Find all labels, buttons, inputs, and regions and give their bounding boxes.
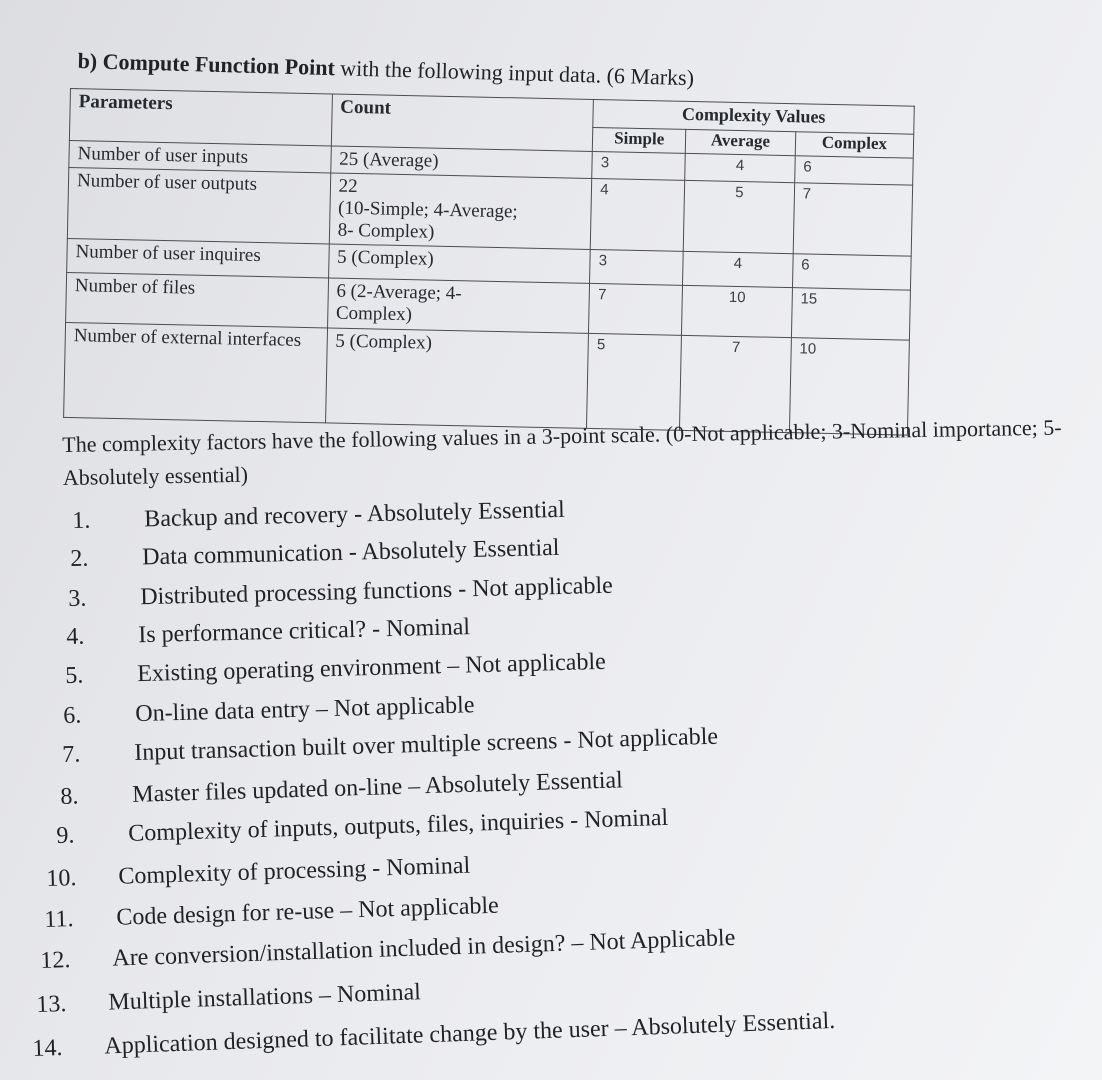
average-header: Average bbox=[685, 129, 795, 155]
parameter-cell: Number of files bbox=[66, 272, 329, 327]
factor-number: 3. bbox=[68, 585, 87, 612]
simple-value: 3 bbox=[590, 249, 684, 285]
list-item bbox=[44, 893, 499, 934]
list-item bbox=[36, 979, 421, 1019]
parameter-cell: Number of user outputs bbox=[67, 167, 330, 243]
question-title: Compute Function Point bbox=[102, 48, 336, 81]
complexity-factors-intro: The complexity factors have the following values in a 3-point scale. (0-Not applicable; 3-Nominal importance; 5- Absolutely essential) bbox=[62, 414, 1062, 490]
list-item bbox=[62, 724, 718, 769]
complex-value: 10 bbox=[789, 338, 909, 435]
question-label: b) bbox=[77, 48, 98, 74]
average-value: 10 bbox=[682, 285, 793, 337]
factor-text: Is performance critical? - Nominal bbox=[137, 614, 471, 649]
factor-number: 9. bbox=[56, 822, 75, 849]
parameter-cell: Number of user inquires bbox=[67, 238, 329, 277]
factor-number: 13. bbox=[36, 991, 67, 1018]
list-item bbox=[40, 925, 736, 975]
complexity-values-header: Complexity Values bbox=[593, 99, 914, 134]
count-header: Count bbox=[331, 94, 594, 151]
average-value: 4 bbox=[683, 251, 793, 287]
factor-text: Code design for re-use – Not applicable bbox=[115, 892, 500, 931]
factor-number: 7. bbox=[62, 741, 81, 768]
simple-header: Simple bbox=[593, 127, 686, 153]
list-item bbox=[63, 692, 475, 730]
complex-value: 15 bbox=[791, 288, 910, 340]
factor-text: Distributed processing functions - Not applicable bbox=[139, 572, 614, 611]
complex-header: Complex bbox=[795, 132, 914, 158]
factor-number: 12. bbox=[40, 947, 71, 974]
factor-text: Complexity of inputs, outputs, files, inquiries - Nominal bbox=[127, 804, 669, 847]
factor-text: Existing operating environment – Not applicable bbox=[136, 648, 607, 688]
factor-number: 4. bbox=[66, 623, 85, 650]
average-value: 7 bbox=[680, 335, 792, 432]
factor-text: Backup and recovery - Absolutely Essential bbox=[143, 496, 566, 533]
list-item bbox=[66, 614, 470, 651]
list-item bbox=[60, 767, 623, 811]
list-item bbox=[46, 853, 471, 893]
factor-text: On-line data entry – Not applicable bbox=[134, 692, 475, 728]
list-item bbox=[65, 649, 606, 690]
parameters-header: Parameters bbox=[69, 89, 332, 146]
count-cell: 5 (Complex) bbox=[325, 328, 589, 428]
parameter-cell: Number of external interfaces bbox=[64, 322, 328, 422]
factor-text: Data communication - Absolutely Essential bbox=[141, 534, 560, 571]
factor-text: Multiple installations – Nominal bbox=[107, 979, 422, 1016]
complex-value: 7 bbox=[793, 183, 913, 256]
factor-text: Are conversion/installation included in design? – Not Applicable bbox=[111, 924, 736, 972]
factor-number: 8. bbox=[60, 783, 79, 810]
factor-number: 6. bbox=[63, 702, 82, 729]
factor-number: 14. bbox=[32, 1034, 63, 1062]
average-value: 4 bbox=[685, 153, 795, 182]
factor-number: 2. bbox=[70, 545, 89, 572]
complex-value: 6 bbox=[792, 254, 911, 290]
simple-value: 3 bbox=[592, 151, 685, 180]
question-instructions: with the following input data. (6 Marks) bbox=[340, 55, 695, 91]
list-item bbox=[32, 1008, 836, 1063]
simple-value: 7 bbox=[589, 283, 683, 335]
list-item bbox=[56, 805, 669, 850]
complex-value: 6 bbox=[794, 156, 913, 185]
factor-text: Complexity of processing - Nominal bbox=[117, 852, 471, 890]
count-cell: 25 (Average) bbox=[330, 146, 592, 178]
factor-number: 10. bbox=[46, 865, 77, 892]
list-item bbox=[68, 573, 613, 613]
list-item bbox=[70, 535, 560, 573]
count-line: 6 (2-Average; 4- bbox=[336, 280, 462, 305]
count-cell: 5 (Complex) bbox=[328, 244, 590, 283]
factor-text: Application designed to facilitate change by the user – Absolutely Essential. bbox=[103, 1007, 836, 1060]
factor-text: Input transaction built over multiple screens - Not applicable bbox=[133, 723, 719, 766]
count-line: Complex) bbox=[335, 302, 413, 326]
count-line: 8- Complex) bbox=[337, 219, 435, 243]
list-item bbox=[72, 497, 565, 535]
parameter-cell: Number of user inputs bbox=[69, 140, 331, 172]
factor-number: 5. bbox=[65, 662, 84, 689]
factor-text: Master files updated on-line – Absolutely Essential bbox=[131, 767, 624, 808]
average-value: 5 bbox=[683, 180, 794, 253]
factor-number: 1. bbox=[72, 507, 91, 534]
simple-value: 4 bbox=[590, 178, 684, 251]
count-line: (10-Simple; 4-Average; bbox=[337, 197, 518, 223]
factor-number: 11. bbox=[44, 906, 74, 933]
count-line: 22 bbox=[338, 175, 358, 198]
simple-value: 5 bbox=[587, 333, 682, 430]
